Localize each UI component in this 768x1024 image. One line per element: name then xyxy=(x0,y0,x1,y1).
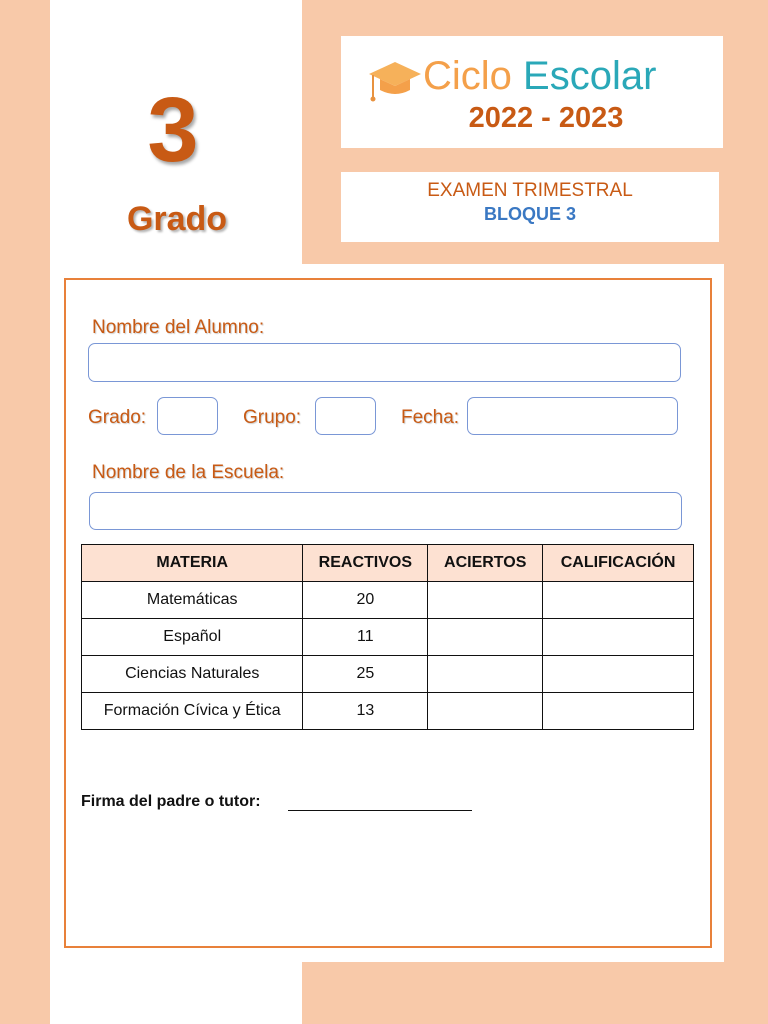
header-subject: MATERIA xyxy=(82,545,303,582)
signature-label: Firma del padre o tutor: xyxy=(81,793,261,810)
student-name-field[interactable] xyxy=(88,343,681,382)
brand-logo-box xyxy=(341,36,723,148)
table-row xyxy=(82,693,694,730)
grade-field[interactable] xyxy=(157,397,218,435)
score-cell[interactable] xyxy=(543,656,694,693)
grade-label: Grado: xyxy=(88,407,147,428)
grade-word: Grado xyxy=(126,200,228,238)
date-field[interactable] xyxy=(467,397,678,435)
subject-cell: Formación Cívica y Ética xyxy=(82,693,303,730)
correct-cell[interactable] xyxy=(428,582,543,619)
table-row xyxy=(82,582,694,619)
items-cell: 13 xyxy=(303,693,428,730)
score-cell[interactable] xyxy=(543,693,694,730)
table-header-row xyxy=(82,545,694,582)
student-name-label: Nombre del Alumno: xyxy=(92,317,265,338)
brand-name xyxy=(423,56,656,96)
items-cell: 11 xyxy=(303,619,428,656)
score-cell[interactable] xyxy=(543,582,694,619)
correct-cell[interactable] xyxy=(428,656,543,693)
subject-cell: Español xyxy=(82,619,303,656)
items-cell: 20 xyxy=(303,582,428,619)
grade-number: 3 xyxy=(147,79,199,181)
exam-info-box xyxy=(341,172,719,242)
school-cycle-years: 2022 - 2023 xyxy=(468,102,624,134)
group-label: Grupo: xyxy=(243,407,302,428)
footer-left-panel xyxy=(50,962,302,1024)
table-row xyxy=(82,619,694,656)
signature-line[interactable] xyxy=(288,810,472,811)
subject-cell: Ciencias Naturales xyxy=(82,656,303,693)
correct-cell[interactable] xyxy=(428,619,543,656)
school-name-label: Nombre de la Escuela: xyxy=(92,462,285,483)
school-name-field[interactable] xyxy=(89,492,682,530)
exam-block: BLOQUE 3 xyxy=(483,204,576,224)
items-cell: 25 xyxy=(303,656,428,693)
correct-cell[interactable] xyxy=(428,693,543,730)
table-row xyxy=(82,656,694,693)
brand-word-ciclo: Ciclo xyxy=(423,54,512,98)
header-score: CALIFICACIÓN xyxy=(543,545,694,582)
graduation-cap-icon xyxy=(367,56,423,106)
subject-cell: Matemáticas xyxy=(82,582,303,619)
grades-table xyxy=(81,544,694,730)
header-items: REACTIVOS xyxy=(303,545,428,582)
exam-title: EXAMEN TRIMESTRAL xyxy=(427,180,633,201)
group-field[interactable] xyxy=(315,397,376,435)
score-cell[interactable] xyxy=(543,619,694,656)
header-correct: ACIERTOS xyxy=(428,545,543,582)
brand-word-escolar: Escolar xyxy=(523,54,657,98)
date-label: Fecha: xyxy=(401,407,460,428)
